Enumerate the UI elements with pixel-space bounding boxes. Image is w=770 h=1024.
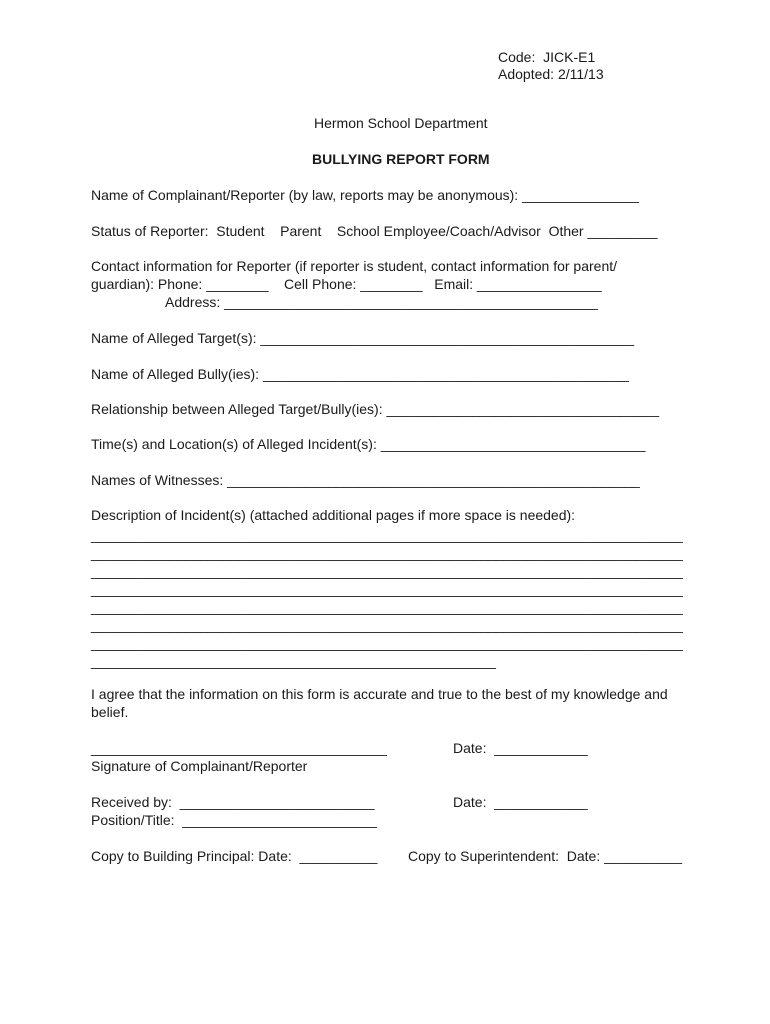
signature-label: Signature of Complainant/Reporter [91, 758, 308, 774]
contact-address-field: Address: ________________________________________________ [165, 294, 598, 310]
description-line: ____________________________________________________________________________ [91, 599, 683, 615]
relationship-field: Relationship between Alleged Target/Bully(ies): ___________________________________ [91, 401, 659, 417]
complainant-field: Name of Complainant/Reporter (by law, reports may be anonymous): _______________ [91, 187, 639, 203]
alleged-target-field: Name of Alleged Target(s): ________________________________________________ [91, 330, 635, 346]
form-title: BULLYING REPORT FORM [312, 151, 490, 167]
description-line: ____________________________________________________________________________ [91, 545, 683, 561]
copy-superintendent-field: Copy to Superintendent: Date: __________ [408, 848, 682, 864]
description-line: ____________________________________________________________________________ [91, 581, 683, 597]
department-name: Hermon School Department [314, 115, 488, 131]
position-title-field: Position/Title: _________________________ [91, 812, 377, 828]
contact-phone-email-field: guardian): Phone: ________ Cell Phone: ________ Email: ________________ [91, 276, 602, 292]
signature-date-field: Date: ____________ [453, 740, 588, 756]
reporter-status-field: Status of Reporter: Student Parent School Employee/Coach/Advisor Other _________ [91, 223, 658, 239]
alleged-bully-field: Name of Alleged Bully(ies): _______________________________________________ [91, 366, 629, 382]
policy-code: Code: JICK-E1 [498, 49, 596, 65]
description-line: ____________________________________________________________________________ [91, 527, 683, 543]
witnesses-field: Names of Witnesses: _____________________________________________________ [91, 472, 640, 488]
description-label: Description of Incident(s) (attached additional pages if more space is needed): [91, 507, 576, 523]
contact-info-label: Contact information for Reporter (if reporter is student, contact information for parent/ [91, 258, 618, 274]
description-line: ____________________________________________________________________________ [91, 617, 683, 633]
agreement-statement-continued: belief. [91, 704, 129, 720]
signature-line: ______________________________________ [91, 740, 387, 756]
agreement-statement: I agree that the information on this form is accurate and true to the best of my knowledge and [91, 686, 668, 702]
received-date-field: Date: ____________ [453, 794, 588, 810]
copy-principal-field: Copy to Building Principal: Date: __________ [91, 848, 378, 864]
description-line: ____________________________________________________________________________ [91, 563, 683, 579]
description-line: ____________________________________________________ [91, 653, 496, 669]
time-location-field: Time(s) and Location(s) of Alleged Incident(s): __________________________________ [91, 436, 646, 452]
received-by-field: Received by: _________________________ [91, 794, 375, 810]
description-line: ____________________________________________________________________________ [91, 635, 683, 651]
adopted-date: Adopted: 2/11/13 [498, 66, 604, 82]
